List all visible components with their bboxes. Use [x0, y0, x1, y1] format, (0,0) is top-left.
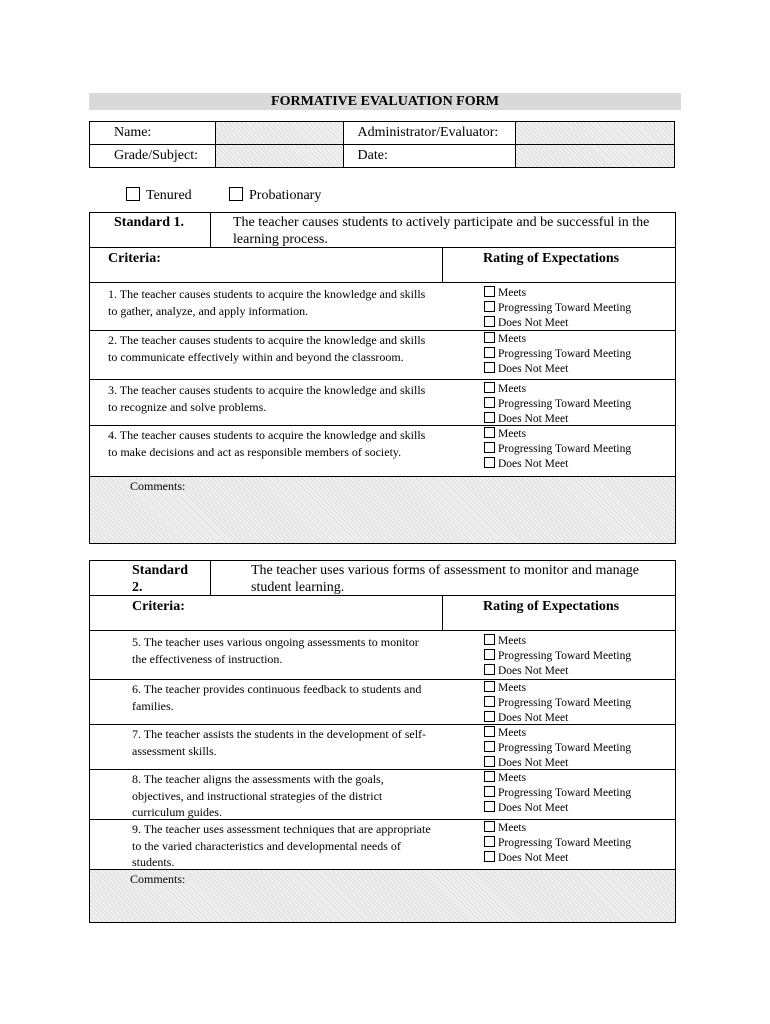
does-not-meet-label: Does Not Meet [498, 363, 569, 375]
does-not-meet-checkbox[interactable] [484, 664, 495, 675]
meets-checkbox[interactable] [484, 427, 495, 438]
meets-label: Meets [498, 682, 527, 694]
does-not-meet-checkbox[interactable] [484, 851, 495, 862]
progressing-checkbox[interactable] [484, 301, 495, 312]
progressing-label: Progressing Toward Meeting [498, 398, 632, 410]
criterion-2: 2. The teacher causes students to acquire the knowledge and skills to communicate effectively within and beyond the classroom. [108, 333, 426, 364]
header-table [89, 121, 675, 168]
progressing-checkbox[interactable] [484, 347, 495, 358]
rating-options-2 [484, 332, 631, 377]
meets-label: Meets [498, 772, 527, 784]
rating-options-8 [484, 771, 631, 816]
meets-label: Meets [498, 822, 527, 834]
progressing-checkbox[interactable] [484, 397, 495, 408]
standard2-rating-header: Rating of Expectations [483, 599, 620, 614]
probationary-label: Probationary [249, 188, 322, 203]
does-not-meet-checkbox[interactable] [484, 711, 495, 722]
does-not-meet-label: Does Not Meet [498, 665, 569, 677]
progressing-checkbox[interactable] [484, 649, 495, 660]
tenured-label: Tenured [146, 188, 192, 203]
date-field[interactable] [516, 145, 675, 168]
name-label: Name: [90, 122, 216, 145]
meets-checkbox[interactable] [484, 382, 495, 393]
standard1-criteria-header: Criteria: [108, 251, 161, 266]
rating-options-9 [484, 821, 631, 866]
meets-checkbox[interactable] [484, 332, 495, 343]
admin-field[interactable] [516, 122, 675, 145]
does-not-meet-checkbox[interactable] [484, 362, 495, 373]
progressing-label: Progressing Toward Meeting [498, 697, 632, 709]
meets-checkbox[interactable] [484, 821, 495, 832]
meets-checkbox[interactable] [484, 286, 495, 297]
progressing-label: Progressing Toward Meeting [498, 742, 632, 754]
does-not-meet-checkbox[interactable] [484, 316, 495, 327]
admin-label: Administrator/Evaluator: [343, 122, 516, 145]
tenured-checkbox[interactable] [126, 187, 140, 201]
criterion-6: 6. The teacher provides continuous feedback to students and families. [132, 682, 422, 713]
meets-checkbox[interactable] [484, 634, 495, 645]
meets-label: Meets [498, 333, 527, 345]
meets-label: Meets [498, 727, 527, 739]
standard2-comments-label: Comments: [130, 872, 186, 886]
does-not-meet-label: Does Not Meet [498, 852, 569, 864]
progressing-label: Progressing Toward Meeting [498, 650, 632, 662]
tenured-option[interactable] [126, 187, 192, 204]
name-field[interactable] [215, 122, 343, 145]
progressing-checkbox[interactable] [484, 836, 495, 847]
does-not-meet-checkbox[interactable] [484, 412, 495, 423]
criterion-4: 4. The teacher causes students to acquire the knowledge and skills to make decisions and act as responsible members of society. [108, 428, 426, 459]
does-not-meet-label: Does Not Meet [498, 413, 569, 425]
standard1-rating-header: Rating of Expectations [483, 251, 620, 266]
does-not-meet-checkbox[interactable] [484, 801, 495, 812]
progressing-label: Progressing Toward Meeting [498, 787, 632, 799]
meets-checkbox[interactable] [484, 681, 495, 692]
standard2-text: The teacher uses various forms of assessment to monitor and manage student learning. [251, 563, 640, 595]
criterion-1: 1. The teacher causes students to acquire the knowledge and skills to gather, analyze, and apply information. [108, 287, 426, 318]
meets-checkbox[interactable] [484, 726, 495, 737]
grade-label: Grade/Subject: [90, 145, 216, 168]
rating-options-4 [484, 427, 631, 472]
standard1-text: The teacher causes students to actively participate and be successful in the learning process. [233, 215, 650, 247]
meets-label: Meets [498, 383, 527, 395]
standard1-label: Standard 1. [114, 215, 185, 230]
does-not-meet-label: Does Not Meet [498, 458, 569, 470]
grade-field[interactable] [215, 145, 343, 168]
criterion-7: 7. The teacher assists the students in the development of self-assessment skills. [132, 727, 427, 758]
criterion-8: 8. The teacher aligns the assessments with the goals, objectives, and instructional strategies of the district curriculum guides. [132, 772, 384, 819]
meets-label: Meets [498, 287, 527, 299]
does-not-meet-label: Does Not Meet [498, 712, 569, 724]
progressing-label: Progressing Toward Meeting [498, 302, 632, 314]
meets-label: Meets [498, 635, 527, 647]
progressing-label: Progressing Toward Meeting [498, 348, 632, 360]
does-not-meet-checkbox[interactable] [484, 756, 495, 767]
rating-options-3 [484, 382, 631, 427]
progressing-label: Progressing Toward Meeting [498, 837, 632, 849]
form-title: FORMATIVE EVALUATION FORM [89, 93, 681, 110]
progressing-checkbox[interactable] [484, 786, 495, 797]
rating-options-6 [484, 681, 631, 726]
does-not-meet-label: Does Not Meet [498, 802, 569, 814]
rating-options-7 [484, 726, 631, 771]
progressing-checkbox[interactable] [484, 442, 495, 453]
date-label: Date: [343, 145, 516, 168]
progressing-checkbox[interactable] [484, 696, 495, 707]
progressing-label: Progressing Toward Meeting [498, 443, 632, 455]
does-not-meet-label: Does Not Meet [498, 757, 569, 769]
rating-options-1 [484, 286, 631, 331]
does-not-meet-label: Does Not Meet [498, 317, 569, 329]
standard1-comments-label: Comments: [130, 479, 186, 493]
meets-label: Meets [498, 428, 527, 440]
meets-checkbox[interactable] [484, 771, 495, 782]
criterion-3: 3. The teacher causes students to acquire the knowledge and skills to recognize and solve problems. [108, 383, 426, 414]
standard2-criteria-header: Criteria: [132, 599, 185, 614]
probationary-option[interactable] [229, 187, 321, 204]
criterion-9: 9. The teacher uses assessment techniques that are appropriate to the varied characteristics and developmental needs of students. [132, 822, 431, 869]
rating-options-5 [484, 634, 631, 679]
standard2-label: Standard 2. [132, 563, 189, 595]
progressing-checkbox[interactable] [484, 741, 495, 752]
does-not-meet-checkbox[interactable] [484, 457, 495, 468]
probationary-checkbox[interactable] [229, 187, 243, 201]
criterion-5: 5. The teacher uses various ongoing assessments to monitor the effectiveness of instruction. [132, 635, 419, 666]
